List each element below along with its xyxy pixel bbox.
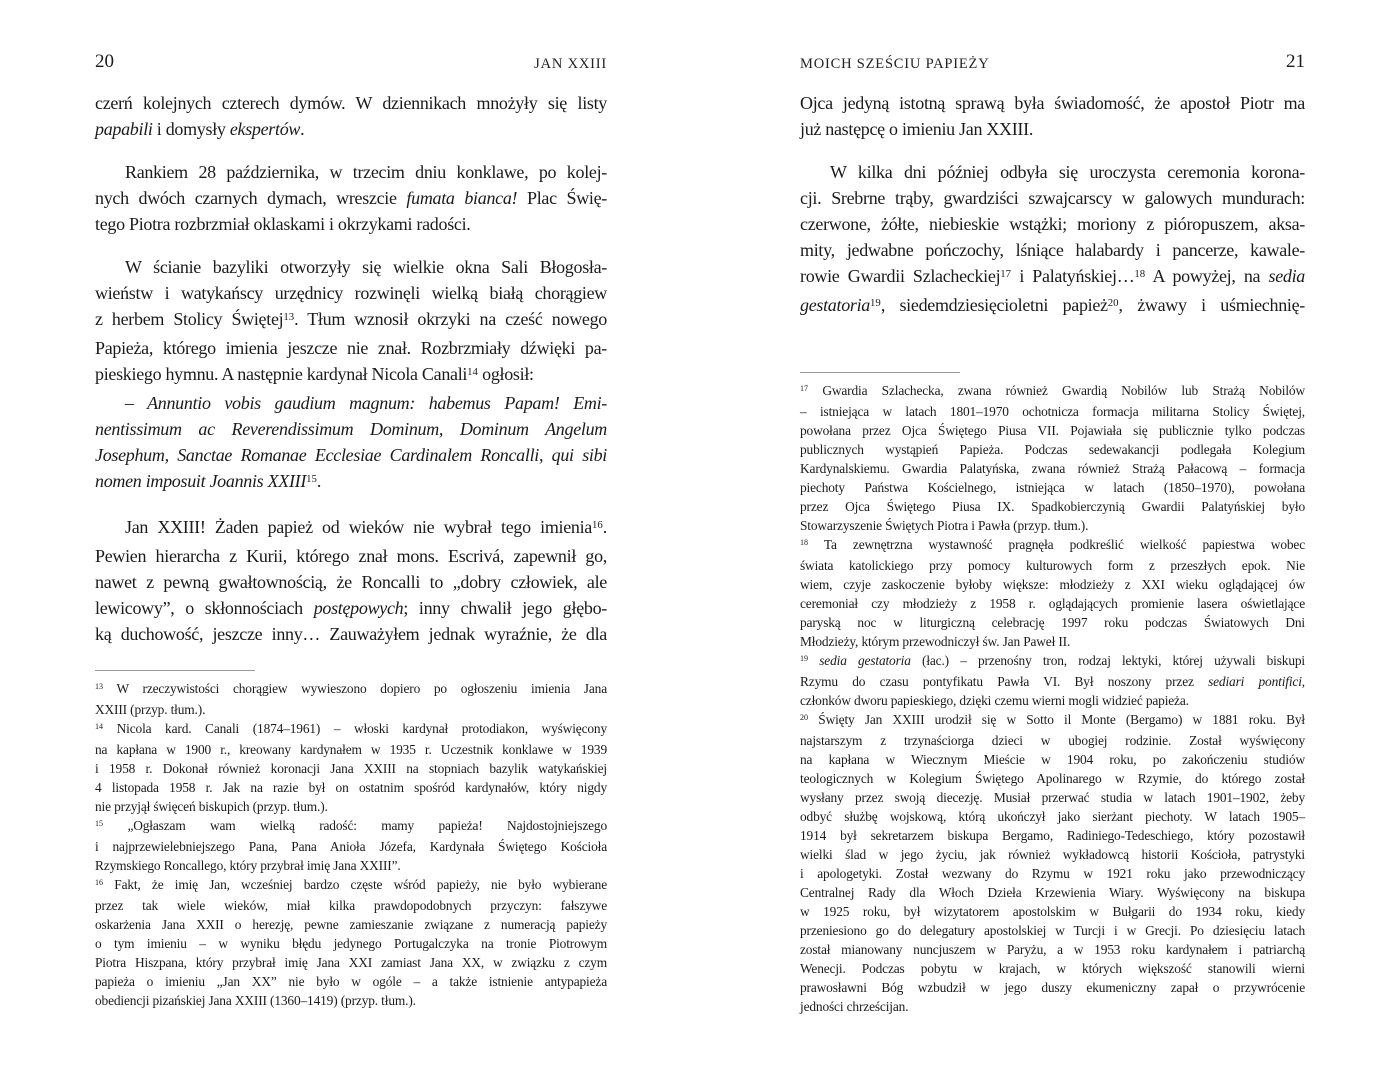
text-segment: czerń kolejnych czterech dymów. W dziennikach mnożyły się listy (95, 93, 607, 113)
text-line (800, 940, 1305, 959)
italic-text: postępowych (313, 598, 404, 618)
text-segment: Fakt, że imię Jan, wcześniej bardzo częste wśród papieży, nie było wybierane (103, 877, 607, 892)
text-segment: papieża o imieniu „Jan XX” nie było w ogóle – a także istnienie antypapieża (95, 974, 607, 989)
text-line (95, 211, 607, 237)
text-segment: . (300, 119, 305, 139)
text-segment: 1914 był sekretarzem biskupa Bergamo, Radiniego-Tedeschiego, który pozostawił (800, 828, 1305, 843)
text-line (800, 997, 1305, 1016)
text-line (800, 959, 1305, 978)
text-segment: obediencji pizańskiej Jana XXIII (1360–1419) (przyp. tłum.). (95, 993, 416, 1008)
text-line (800, 769, 1305, 788)
text-segment: nych dwóch czarnych dymach, wreszcie (95, 188, 407, 208)
text-line (800, 211, 1305, 237)
text-line (800, 421, 1305, 440)
footnote-marker: 14 (95, 722, 104, 732)
footnotes-left (95, 670, 607, 1010)
text-line (800, 237, 1305, 263)
text-segment: z herbem Stolicy Świętej (95, 309, 284, 329)
footnote-marker: 16 (95, 878, 104, 888)
text-line (800, 651, 1305, 672)
running-head-left: JAN XXIII (534, 56, 607, 72)
text-line (800, 185, 1305, 211)
text-segment: Święty Jan XXIII urodził się w Sotto il Monte (Bergamo) w 1881 roku. Był (808, 712, 1305, 727)
text-segment: – istniejąca w latach 1801–1970 ochotnicza formacja militarna Stolicy Świętej, (800, 404, 1305, 419)
italic-text: sedia (1268, 266, 1305, 286)
text-line (95, 90, 607, 116)
text-segment: świata katolickiego przy pomocy kulturowych form z przeszłych epok. Nie (800, 558, 1305, 573)
text-segment: , siedemdziesięcioletni papież (880, 295, 1108, 315)
text-segment: publicznych wystąpień Papieża. Podczas sedewakancji podlegała Kolegium (800, 442, 1305, 457)
text-segment: Rzymu do czasu pontyfikatu Pawła VI. Był noszony przez (800, 674, 1209, 689)
footnote-marker: 14 (467, 366, 478, 379)
text-line (95, 740, 607, 759)
paragraph (95, 719, 607, 816)
text-segment: 4 listopada 1958 r. Jak na razie był on ostatnim spośród kardynałów, który nigdy (95, 780, 607, 795)
text-segment: Piotra Hiszpana, który przybrał imię Jana XXI zamiast Jana XX, w związku z czym (95, 955, 607, 970)
text-line (95, 254, 607, 280)
text-segment: i najprzewielebniejszego Pana, Pana Anioła Józefa, Kardynała Świętego Kościoła (95, 839, 607, 854)
text-line (95, 759, 607, 778)
paragraph (95, 390, 607, 497)
text-line (800, 807, 1305, 826)
text-line (95, 306, 607, 335)
footnote-marker: 15 (306, 473, 317, 486)
text-line (95, 797, 607, 816)
paragraph (95, 679, 607, 719)
text-segment: XXIII (przyp. tłum.). (95, 702, 206, 717)
text-segment: o tym imieniu – w wyniku błędu jedynego Portugalczyka na tronie Piotrowym (95, 936, 607, 951)
paragraph (95, 816, 607, 875)
italic-text: gestatoria (800, 295, 871, 315)
text-line (800, 632, 1305, 651)
text-segment: został mianowany nuncjuszem w Paryżu, a w 1953 roku kardynałem i patriarchą (800, 942, 1305, 957)
text-line (800, 883, 1305, 902)
text-line (800, 263, 1305, 292)
text-segment: Kardynalskiemu. Gwardia Palatyńska, zwana również Strażą Pałacową – formacja (800, 461, 1305, 476)
paragraph (800, 381, 1305, 535)
text-line (95, 159, 607, 185)
text-line (800, 864, 1305, 883)
text-segment: Papieża, którego imienia jeszcze nie znał. Rozbrzmiały dźwięki pa- (95, 338, 607, 358)
text-line (800, 90, 1305, 116)
text-segment: ogłosił: (477, 364, 534, 384)
text-segment: oskarżenia Jana XXII o herezję, pewne zamieszanie związane z numeracją papieży (95, 917, 607, 932)
text-segment: Plac Świę- (517, 188, 607, 208)
text-segment: W rzeczywistości chorągiew wywieszono dopiero po ogłoszeniu imienia Jana (103, 681, 607, 696)
italic-text: Josephum, Sanctae Romanae Ecclesiae Cardinalem Roncalli, qui sibi (95, 445, 607, 465)
text-segment (808, 653, 819, 668)
text-line (95, 934, 607, 953)
text-line (800, 516, 1305, 535)
text-segment: Pewien hierarcha z Kurii, którego znał mons. Escrivá, zapewnił go, (95, 546, 607, 566)
text-line (800, 556, 1305, 575)
text-line (95, 700, 607, 719)
text-segment: przeniesiono go do delegatury apostolskiej w Turcji i w Grecji. Po dziesięciu latach (800, 923, 1305, 938)
text-segment: ceremoniał czy młodzieży z 1958 r. oglądających promienie lasera oświetlające (800, 596, 1305, 611)
text-line (800, 159, 1305, 185)
text-line (800, 575, 1305, 594)
text-segment: nie przyjął święceń biskupich (przyp. tłum.). (95, 799, 328, 814)
text-segment: nawet z pewną gwałtownością, że Roncalli to „dobry człowiek, ale (95, 572, 607, 592)
text-segment: Nicola kard. Canali (1874–1961) – włoski kardynał protodiakon, wyświęcony (103, 721, 607, 736)
text-line (800, 459, 1305, 478)
text-segment: , (1301, 674, 1305, 689)
running-head-right: MOICH SZEŚCIU PAPIEŻY (800, 56, 990, 72)
text-segment: Ojca jedyną istotną sprawą była świadomość, że apostoł Piotr ma (800, 93, 1305, 113)
text-line (95, 896, 607, 915)
text-line (800, 788, 1305, 807)
text-segment: Wenecji. Podczas pobytu w krajach, w których większość stanowili wierni (800, 961, 1305, 976)
text-line (800, 921, 1305, 940)
text-line (800, 535, 1305, 556)
text-line (800, 845, 1305, 864)
text-segment: najstarszym z trzynaściorga dzieci w ubogiej rodzinie. Został wyświęcony (800, 733, 1305, 748)
text-line (95, 361, 607, 390)
text-segment: teologicznych w Kolegium Świętego Apolinarego w Rzymie, do którego został (800, 771, 1305, 786)
text-line (95, 416, 607, 442)
italic-text: sediari pontifici (1208, 674, 1302, 689)
paragraph (800, 159, 1305, 321)
text-line (800, 691, 1305, 710)
paragraph (800, 710, 1305, 1016)
text-line (95, 116, 607, 142)
text-line (800, 116, 1305, 142)
italic-text: nomen imposuit Joannis XXIII (95, 471, 307, 491)
text-segment: Stowarzyszenie Świętych Piotra i Pawła (przyp. tłum.). (800, 518, 1089, 533)
footnote-marker: 15 (95, 819, 104, 829)
text-line (800, 710, 1305, 731)
text-segment: W ścianie bazyliki otworzyły się wielkie okna Sali Błogosła- (125, 257, 607, 277)
text-segment: powołana przez Ojca Świętego Piusa VII. Pojawiała się publicznie tylko podczas (800, 423, 1305, 438)
text-line (95, 816, 607, 837)
text-segment: . Tłum wznosił okrzyki na cześć nowego (294, 309, 607, 329)
text-line (95, 837, 607, 856)
paragraph (95, 875, 607, 1010)
body-text-right (800, 90, 1305, 321)
footnote-separator-left (95, 670, 255, 671)
text-segment: przez Ojca Świętego Piusa IX. Spadkobierczynią Gwardii Palatyńskiej było (800, 499, 1305, 514)
paragraph (95, 254, 607, 390)
italic-text: ekspertów (229, 119, 301, 139)
text-segment: przez tak wiele wieków, miał kilka prawdopodobnych przyczyn: fałszywe (95, 898, 607, 913)
footnote-marker: 18 (1134, 268, 1146, 281)
footnote-marker: 19 (870, 297, 881, 310)
text-segment: wysłany przez swoją diecezję. Musiał przerwać studia w latach 1901–1902, żeby (800, 790, 1305, 805)
text-segment: ką duchowość, jeszcze inny… Zauważyłem jednak wyraźnie, że dla (95, 624, 607, 644)
text-line (95, 719, 607, 740)
text-segment: piechoty Państwa Kościelnego, istniejąca w latach (1850–1970), powołana (800, 480, 1305, 495)
page-number-left: 20 (95, 51, 114, 72)
text-segment: W kilka dni później odbyła się uroczysta ceremonia korona- (830, 162, 1305, 182)
text-line (95, 915, 607, 934)
paragraph (800, 535, 1305, 651)
footnote-list-left (95, 679, 607, 1010)
footnote-marker: 18 (800, 538, 809, 548)
text-line (800, 381, 1305, 402)
italic-text: – Annuntio vobis gaudium magnum: habemus Papam! Emi- (125, 393, 607, 413)
text-segment: na kapłana w 1900 r., kreowany kardynałem w 1935 r. Uczestnik konklawe w 1939 (95, 742, 607, 757)
text-line (95, 468, 607, 497)
text-segment: Centralnej Rady dla Włoch Dzieła Krzewienia Wiary. Wyświęcony na biskupa (800, 885, 1305, 900)
text-segment: mity, jedwabne pończochy, lśniące halabardy i pancerze, kawale- (800, 240, 1305, 260)
text-segment: . (316, 471, 322, 491)
text-line (95, 442, 607, 468)
text-line (95, 595, 607, 621)
text-segment: prawosławni Bóg wzbudził w jego duszy ekumeniczny zapał o przywrócenie (800, 980, 1305, 995)
page-number-right: 21 (1286, 51, 1305, 72)
text-line (95, 856, 607, 875)
footnote-marker: 19 (800, 654, 809, 664)
text-line (95, 778, 607, 797)
text-line (800, 402, 1305, 421)
text-line (95, 875, 607, 896)
footnote-marker: 17 (800, 384, 809, 394)
text-segment: paryską noc w liturgiczną celebrację 1997 roku podczas Światowych Dni (800, 615, 1305, 630)
footnote-marker: 13 (95, 682, 104, 692)
text-segment: rowie Gwardii Szlacheckiej (800, 266, 1001, 286)
text-line (95, 280, 607, 306)
text-segment: wiem, czyje zaskoczenie byłoby większe: młodzieży z XXI wieku oglądającej ów (800, 577, 1305, 592)
text-segment: cji. Srebrne trąby, gwardziści szwajcarscy w galowych mundurach: (800, 188, 1305, 208)
text-line (800, 750, 1305, 769)
text-line (95, 569, 607, 595)
text-line (800, 672, 1305, 691)
text-segment: czerwone, żółte, niebieskie wstążki; moriony z pióropuszem, aksa- (800, 214, 1305, 234)
text-segment: Rzymskiego Roncallego, który przybrał imię Jana XXIII”. (95, 858, 401, 873)
text-line (95, 679, 607, 700)
paragraph (95, 90, 607, 142)
footnote-list-right (800, 381, 1305, 1016)
text-segment: Ta zewnętrzna wystawność pragnęła podkreślić wielkość papiestwa wobec (808, 537, 1305, 552)
italic-text: papabili (95, 119, 153, 139)
text-line (95, 543, 607, 569)
text-segment: Gwardia Szlachecka, zwana również Gwardią Nobilów lub Strażą Nobilów (808, 383, 1305, 398)
text-segment: i Palatyńskiej… (1011, 266, 1135, 286)
text-line (95, 335, 607, 361)
text-segment: (łac.) – przenośny tron, rodzaj lektyki, której używali biskupi (910, 653, 1305, 668)
text-segment: tego Piotra rozbrzmiał oklaskami i okrzykami radości. (95, 214, 471, 234)
footnote-marker: 13 (283, 311, 295, 324)
text-line (800, 731, 1305, 750)
text-segment: już następcę o imieniu Jan XXIII. (800, 119, 1034, 139)
text-line (800, 478, 1305, 497)
text-line (800, 497, 1305, 516)
text-segment: lewicowy”, o skłonnościach (95, 598, 314, 618)
paragraph (95, 514, 607, 647)
text-line (95, 972, 607, 991)
italic-text: nentissimum ac Reverendissimum Dominum, Dominum Angelum (95, 419, 607, 439)
text-segment: pieskiego hymnu. A następnie kardynał Nicola Canali (95, 364, 468, 384)
text-segment: A powyżej, na (1145, 266, 1269, 286)
text-segment: wieństw i watykańscy urzędnicy rozwinęli wielką białą chorągiew (95, 283, 607, 303)
italic-text: sedia gestatoria (819, 653, 911, 668)
footnote-marker: 17 (1000, 268, 1012, 281)
text-line (800, 826, 1305, 845)
text-line (800, 440, 1305, 459)
text-segment: w 1925 roku, był wizytatorem apostolskim w Bułgarii do 1934 roku, kiedy (800, 904, 1305, 919)
text-segment: Rankiem 28 października, w trzecim dniu konklawe, po kolej- (125, 162, 607, 182)
text-segment: i domysły (152, 119, 230, 139)
text-line (800, 902, 1305, 921)
text-segment: wielki ślad w jego życiu, jak również wykładowcą historii Kościoła, patrystyki (800, 847, 1305, 862)
text-line (800, 613, 1305, 632)
paragraph (800, 651, 1305, 710)
text-segment: „Ogłaszam wam wielką radość: mamy papieża! Najdostojniejszego (103, 818, 607, 833)
text-segment: , żwawy i uśmiechnię- (1118, 295, 1305, 315)
text-line (800, 594, 1305, 613)
footnote-marker: 20 (800, 713, 809, 723)
footnote-separator-right (800, 372, 960, 373)
text-segment: . (602, 517, 607, 537)
text-line (95, 621, 607, 647)
text-segment: Jan XXIII! Żaden papież od wieków nie wybrał tego imienia (125, 517, 592, 537)
text-segment: i apologetyki. Został wezwany do Rzymu w 1921 roku jako przewodniczący (800, 866, 1305, 881)
footnotes-right (800, 372, 1305, 1016)
paragraph (800, 90, 1305, 142)
text-segment: jedności chrześcijan. (800, 999, 909, 1014)
text-segment: odbyć służbę wojskową, którą ukończył jako sierżant piechoty. W latach 1905– (800, 809, 1305, 824)
text-line (95, 185, 607, 211)
text-segment: Młodzieży, którym przewodniczył św. Jan Paweł II. (800, 634, 1071, 649)
text-line (95, 390, 607, 416)
footnote-marker: 16 (592, 519, 603, 532)
text-segment: ; inny chwalił jego głębo- (403, 598, 607, 618)
text-line (95, 953, 607, 972)
text-line (800, 978, 1305, 997)
text-line (95, 991, 607, 1010)
italic-text: fumata bianca! (406, 188, 518, 208)
text-segment: na kapłana w Wiecznym Mieście w 1904 roku, po zakończeniu studiów (800, 752, 1305, 767)
text-line (800, 292, 1305, 321)
text-segment: i 1958 r. Dokonał również koronacji Jana XXIII na stopniach bazylik watykańskiej (95, 761, 607, 776)
text-segment: członków dworu papieskiego, dzięki czemu wierni mogli widzieć papieża. (800, 693, 1189, 708)
text-line (95, 514, 607, 543)
body-text-left (95, 90, 607, 647)
footnote-marker: 20 (1107, 297, 1119, 310)
paragraph (95, 159, 607, 237)
